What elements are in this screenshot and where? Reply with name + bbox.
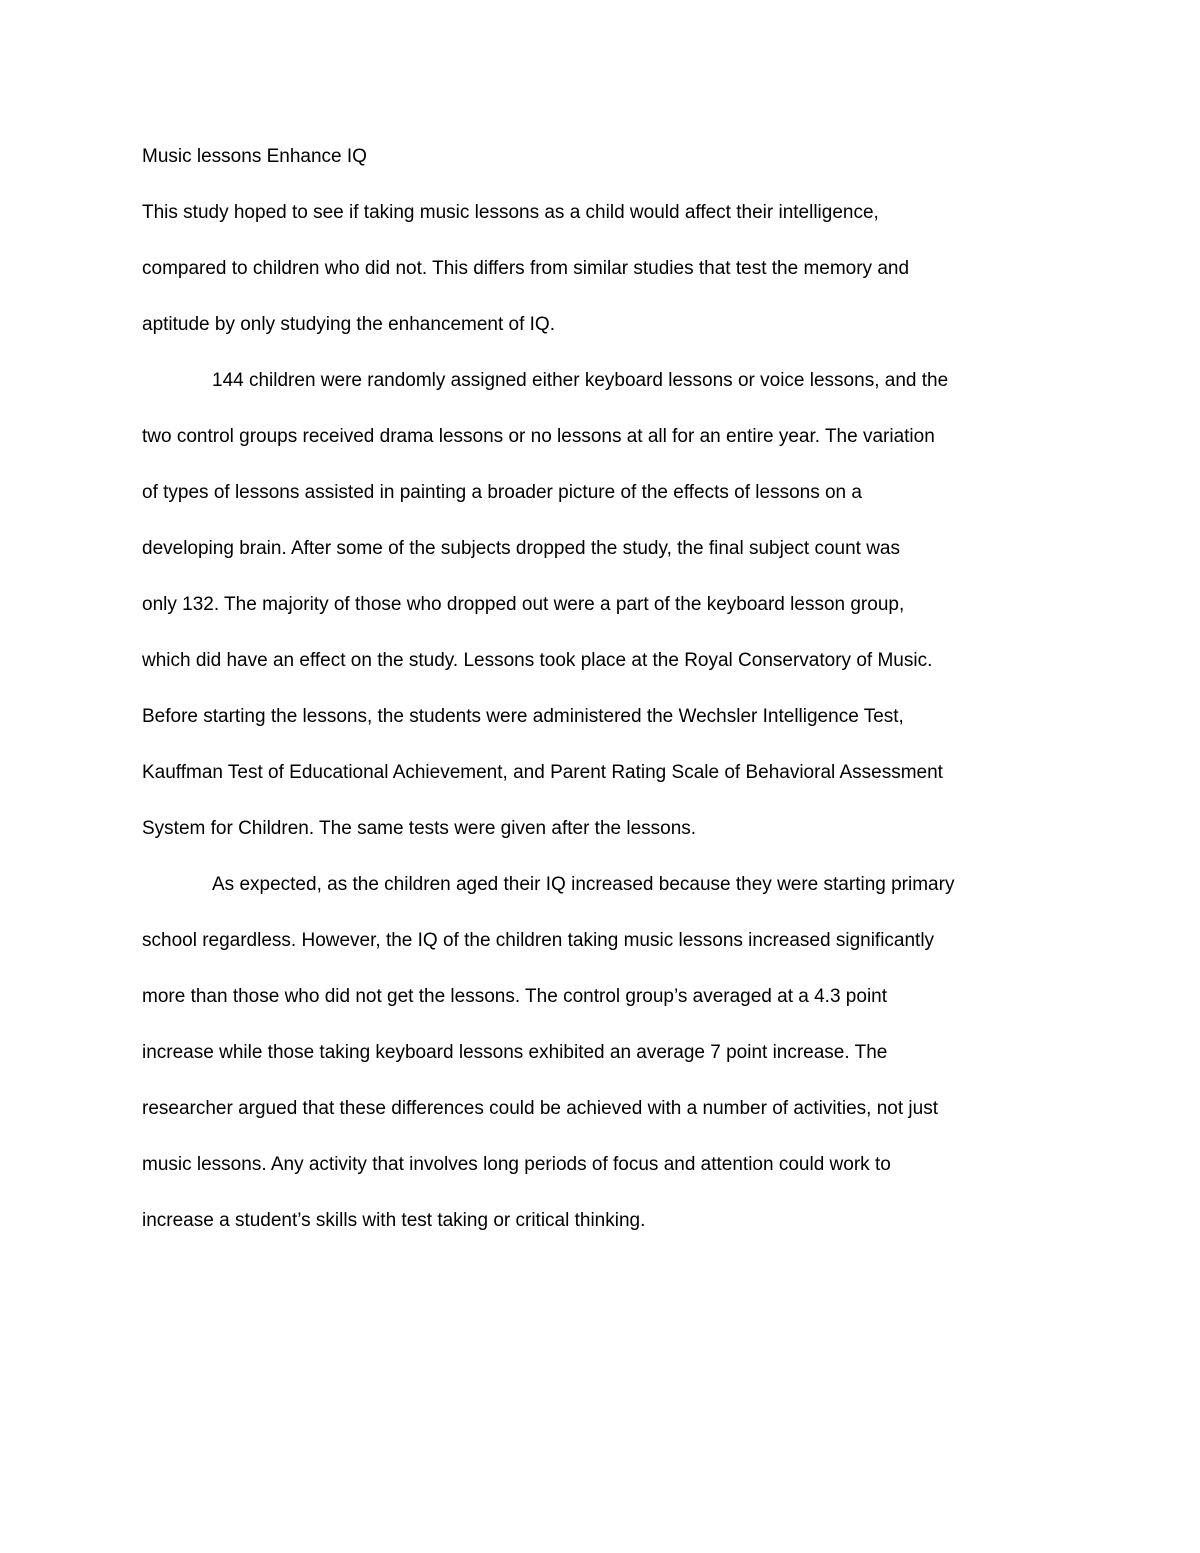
paragraph-2-line-5: only 132. The majority of those who dropped out were a part of the keyboard lesson group, [142,594,905,615]
document-title: Music lessons Enhance IQ [142,146,367,167]
paragraph-2-line-6: which did have an effect on the study. Lessons took place at the Royal Conservatory of Music. [142,650,933,671]
paragraph-3-line-2: school regardless. However, the IQ of the children taking music lessons increased significantly [142,930,935,951]
paragraph-3-line-6: music lessons. Any activity that involves long periods of focus and attention could work to [142,1154,891,1175]
paragraph-2-line-3: of types of lessons assisted in painting a broader picture of the effects of lessons on a [142,482,862,503]
paragraph-2-line-2: two control groups received drama lessons or no lessons at all for an entire year. The variation [142,426,935,447]
paragraph-1-line-1: This study hoped to see if taking music lessons as a child would affect their intelligence, [142,202,879,223]
paragraph-1-line-3: aptitude by only studying the enhancement of IQ. [142,314,555,335]
paragraph-3-line-3: more than those who did not get the lessons. The control group’s averaged at a 4.3 point [142,986,888,1007]
paragraph-2-line-4: developing brain. After some of the subjects dropped the study, the final subject count was [142,538,900,559]
paragraph-3-line-1: As expected, as the children aged their IQ increased because they were starting primary [212,874,955,895]
paragraph-3-line-5: researcher argued that these differences could be achieved with a number of activities, not just [142,1098,938,1119]
paragraph-2-line-7: Before starting the lessons, the students were administered the Wechsler Intelligence Test, [142,706,904,727]
paragraph-3-line-4: increase while those taking keyboard lessons exhibited an average 7 point increase. The [142,1042,888,1063]
paragraph-2-line-9: System for Children. The same tests were given after the lessons. [142,818,697,839]
paragraph-2-line-8: Kauffman Test of Educational Achievement, and Parent Rating Scale of Behavioral Assessment [142,762,943,783]
paragraph-1-line-2: compared to children who did not. This differs from similar studies that test the memory and [142,258,910,279]
paragraph-2-line-1: 144 children were randomly assigned either keyboard lessons or voice lessons, and the [212,370,949,391]
paragraph-3-line-7: increase a student’s skills with test taking or critical thinking. [142,1210,646,1231]
